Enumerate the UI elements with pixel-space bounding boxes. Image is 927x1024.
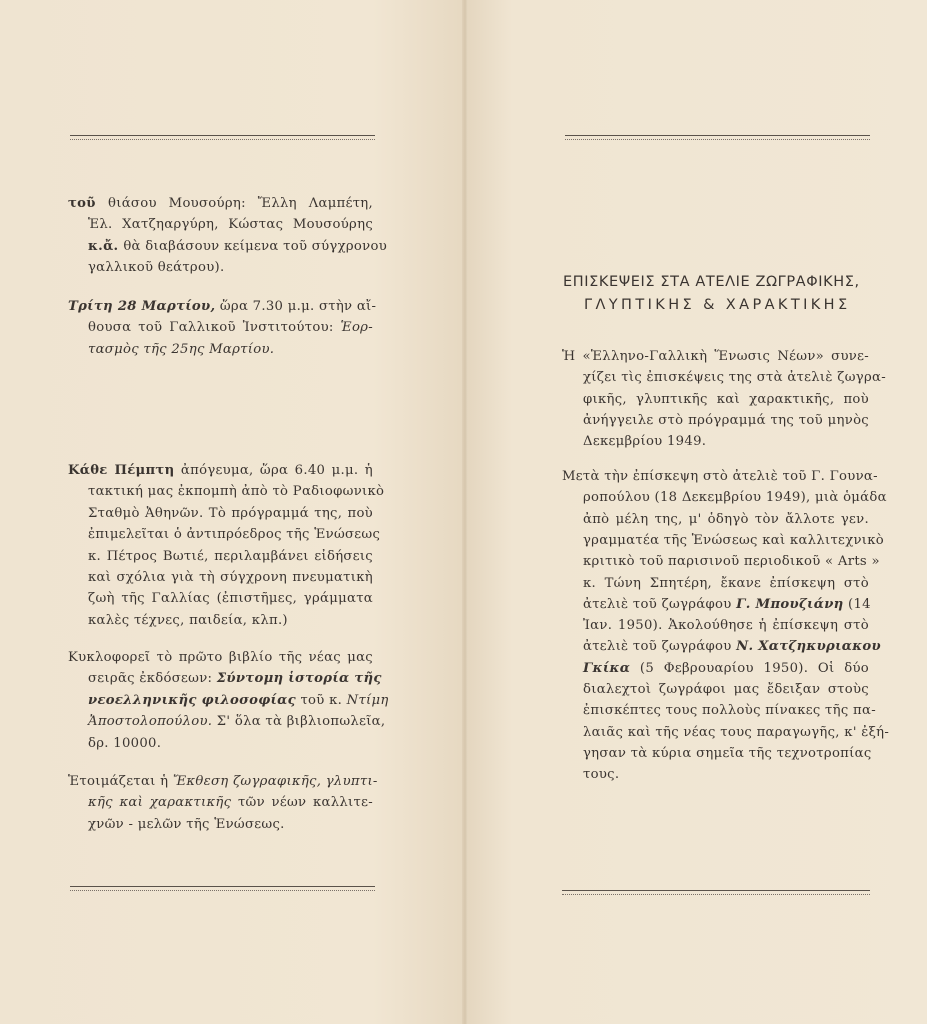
text-segment: Σταθμὸ Ἀθηνῶν. Τὸ πρόγραμμά της, ποὺ <box>88 505 373 521</box>
text-segment: τοῦ κ. <box>295 692 347 708</box>
text-segment: κ.ἄ. <box>88 238 124 254</box>
paragraph-line <box>88 671 382 687</box>
text-segment: Γκίκα <box>583 660 631 676</box>
paragraph-line <box>583 618 869 634</box>
text-segment: Κυκλοφορεῖ τὸ πρῶτο βιβλίο τῆς νέας μας <box>68 650 373 665</box>
paragraph-line <box>88 795 373 811</box>
paragraph-line <box>583 767 869 783</box>
text-segment: κ. Πέτρος Βωτιέ, περιλαμβάνει εἰδήσεις <box>88 548 373 564</box>
text-segment: Ἔκθεση ζωγραφικῆς, γλυπτι- <box>172 774 378 789</box>
paragraph-line <box>88 570 373 586</box>
paragraph-line <box>583 512 869 528</box>
text-segment: θιάσου Μουσούρη: Ἔλλη Λαμπέτη, <box>108 196 373 211</box>
paragraph-line <box>68 299 377 315</box>
text-segment: ἐπισκέπτες τους πολλοὺς πίνακες τῆς πα- <box>583 703 876 719</box>
paragraph-line <box>88 342 373 358</box>
text-segment: γραμματέα τῆς Ἑνώσεως καὶ καλλιτεχνικὸ <box>583 532 885 548</box>
paragraph-line <box>583 724 890 741</box>
text-segment: χνῶν - μελῶν τῆς Ἑνώσεως. <box>88 816 285 832</box>
text-segment: θὰ διαβάσουν κείμενα τοῦ σύγχρονου <box>123 238 388 254</box>
paragraph-line <box>583 682 869 698</box>
paragraph-line <box>88 613 373 629</box>
bottom-rule-left <box>70 886 375 891</box>
paragraph-line <box>583 745 872 762</box>
paragraph-line <box>88 549 373 565</box>
paragraph-line <box>583 576 869 592</box>
text-segment: τακτική μας ἐκπομπὴ ἀπὸ τὸ Ραδιοφωνικὸ <box>88 484 385 500</box>
paragraph-line <box>88 506 373 522</box>
text-segment: ἀπόγευμα, ὥρα 6.40 μ.μ. ἡ <box>174 463 373 478</box>
top-rule-left <box>70 135 375 140</box>
text-segment: Ν. Χατζηκυριακου <box>736 639 881 655</box>
text-segment: φικῆς, γλυπτικῆς καὶ χαρακτικῆς, ποὺ <box>583 391 869 407</box>
text-segment: (5 Φεβρουαρίου 1950). Οἱ δύο <box>630 660 869 676</box>
paragraph-line <box>88 591 373 607</box>
paragraph-line <box>583 554 880 570</box>
text-segment: καὶ σχόλια γιὰ τὴ σύγχρονη πνευματικὴ <box>88 570 373 585</box>
text-segment: Ἑορ- <box>340 320 373 336</box>
text-segment: Ἑτοιμάζεται ἡ <box>68 774 173 789</box>
text-segment: τασμὸς τῆς 25ης Μαρτίου. <box>88 341 275 357</box>
text-segment: θουσα τοῦ Γαλλικοῦ Ἰνστιτούτου: <box>88 320 341 336</box>
text-segment: τοῦ <box>68 196 108 211</box>
paragraph-line <box>88 484 385 500</box>
paragraph-line <box>88 736 373 752</box>
text-segment: κ. Τώνη Σπητέρη, ἔκανε ἐπίσκεψη στὸ <box>583 575 869 591</box>
text-segment: Κάθε Πέμπτη <box>68 463 175 478</box>
paragraph-line <box>583 370 886 386</box>
section-heading-line-2: ΓΛΥΠΤΙΚΗΣ & ΧΑΡΑΚΤΙΚΗΣ <box>584 297 851 313</box>
text-segment: χίζει τὶς ἐπισκέψεις της στὰ ἀτελιὲ ζωγρα- <box>583 370 886 386</box>
paragraph-line <box>68 463 373 479</box>
paragraph-line <box>68 650 373 666</box>
paragraph-line <box>583 490 887 506</box>
text-segment: Ἑλ. Χατζηαργύρη, Κώστας Μουσούρης <box>88 217 373 233</box>
text-segment: τῶν νέων καλλιτε- <box>231 795 374 811</box>
paragraph-line <box>88 527 381 543</box>
paragraph-line <box>88 692 389 709</box>
text-segment: καλὲς τέχνες, παιδεία, κλπ.) <box>88 612 288 628</box>
paragraph-line <box>68 196 373 212</box>
paragraph-line <box>583 597 869 613</box>
paragraph-line <box>88 817 373 833</box>
section-heading-line-1: ΕΠΙΣΚΕΨΕΙΣ ΣΤΑ ΑΤΕΛΙΕ ΖΩΓΡΑΦΙΚΗΣ, <box>563 274 860 290</box>
text-segment: Γ. Μπουζιάνη <box>736 596 844 612</box>
page-fold <box>462 0 468 1024</box>
text-segment: ἀτελιὲ τοῦ ζωγράφου <box>583 596 737 612</box>
paragraph-line <box>583 392 869 408</box>
paragraph-line <box>562 349 869 365</box>
paragraph-line <box>88 238 388 255</box>
text-segment: διαλεχτοὶ ζωγράφοι μας ἔδειξαν στοὺς <box>583 682 869 697</box>
text-segment: γαλλικοῦ θεάτρου). <box>88 260 225 276</box>
paragraph-line <box>562 469 878 485</box>
text-segment: κριτικὸ τοῦ παρισινοῦ περιοδικοῦ « Arts » <box>583 554 880 570</box>
paragraph-line <box>88 320 373 336</box>
text-segment: τους. <box>583 767 620 783</box>
paragraph-line <box>68 774 378 790</box>
paragraph-line <box>583 532 885 549</box>
top-rule-right <box>565 135 870 140</box>
text-segment: ἐπιμελεῖται ὁ ἀντιπρόεδρος τῆς Ἑνώσεως <box>88 527 381 543</box>
text-segment: ροπούλου (18 Δεκεμβρίου 1949), μιὰ ὁμάδα <box>583 490 887 506</box>
text-segment: (14 <box>843 596 871 612</box>
paragraph-line <box>583 434 869 450</box>
text-segment: ὥρα 7.30 μ.μ. στὴν αἴ- <box>215 299 377 314</box>
paragraph-line <box>583 661 869 677</box>
paragraph-line <box>88 714 386 730</box>
text-segment: Δεκεμβρίου 1949. <box>583 434 707 450</box>
text-segment: σειρᾶς ἐκδόσεων: <box>88 671 217 687</box>
text-segment: Ἰαν. 1950). Ἀκολούθησε ἡ ἐπίσκεψη στὸ <box>583 618 869 634</box>
text-segment: Τρίτη 28 Μαρτίου, <box>68 299 216 314</box>
paragraph-line <box>88 217 373 233</box>
text-segment: ζωὴ τῆς Γαλλίας (ἐπιστῆμες, γράμματα <box>88 591 373 607</box>
text-segment: ἀπὸ μέλη της, μ' ὁδηγὸ τὸν ἄλλοτε γεν. <box>583 511 869 527</box>
paragraph-line <box>583 639 881 655</box>
text-segment: Σύντομη ἱστορία τῆς <box>216 671 382 687</box>
text-segment: ἀνήγγειλε στὸ πρόγραμμά της τοῦ μηνὸς <box>583 412 869 428</box>
paragraph-line <box>583 703 876 719</box>
paragraph-line <box>583 413 869 429</box>
paragraph-line <box>88 260 373 276</box>
text-segment: Ντίμη <box>346 692 389 708</box>
text-segment: Ἡ «Ἑλληνο-Γαλλικὴ Ἕνωσις Νέων» συνε- <box>562 349 869 364</box>
text-segment: κῆς καὶ χαρακτικῆς <box>88 795 232 811</box>
text-segment: δρ. 10000. <box>88 735 162 751</box>
text-segment: νεοελληνικῆς φιλοσοφίας <box>88 692 296 708</box>
text-segment: γησαν τὰ κύρια σημεῖα τῆς τεχνοτροπίας <box>583 745 872 761</box>
text-segment: Μετὰ τὴν ἐπίσκεψη στὸ ἀτελιὲ τοῦ Γ. Γουνα- <box>562 469 878 484</box>
bottom-rule-right <box>562 890 870 895</box>
text-segment: ἀτελιὲ τοῦ ζωγράφου <box>583 639 737 655</box>
text-segment: Ἀποστολοπούλου. <box>88 714 213 730</box>
text-segment: Σ' ὅλα τὰ βιβλιοπωλεῖα, <box>212 714 386 730</box>
text-segment: λαιᾶς καὶ τῆς νέας τους παραγωγῆς, κ' ἐξή- <box>583 724 890 740</box>
